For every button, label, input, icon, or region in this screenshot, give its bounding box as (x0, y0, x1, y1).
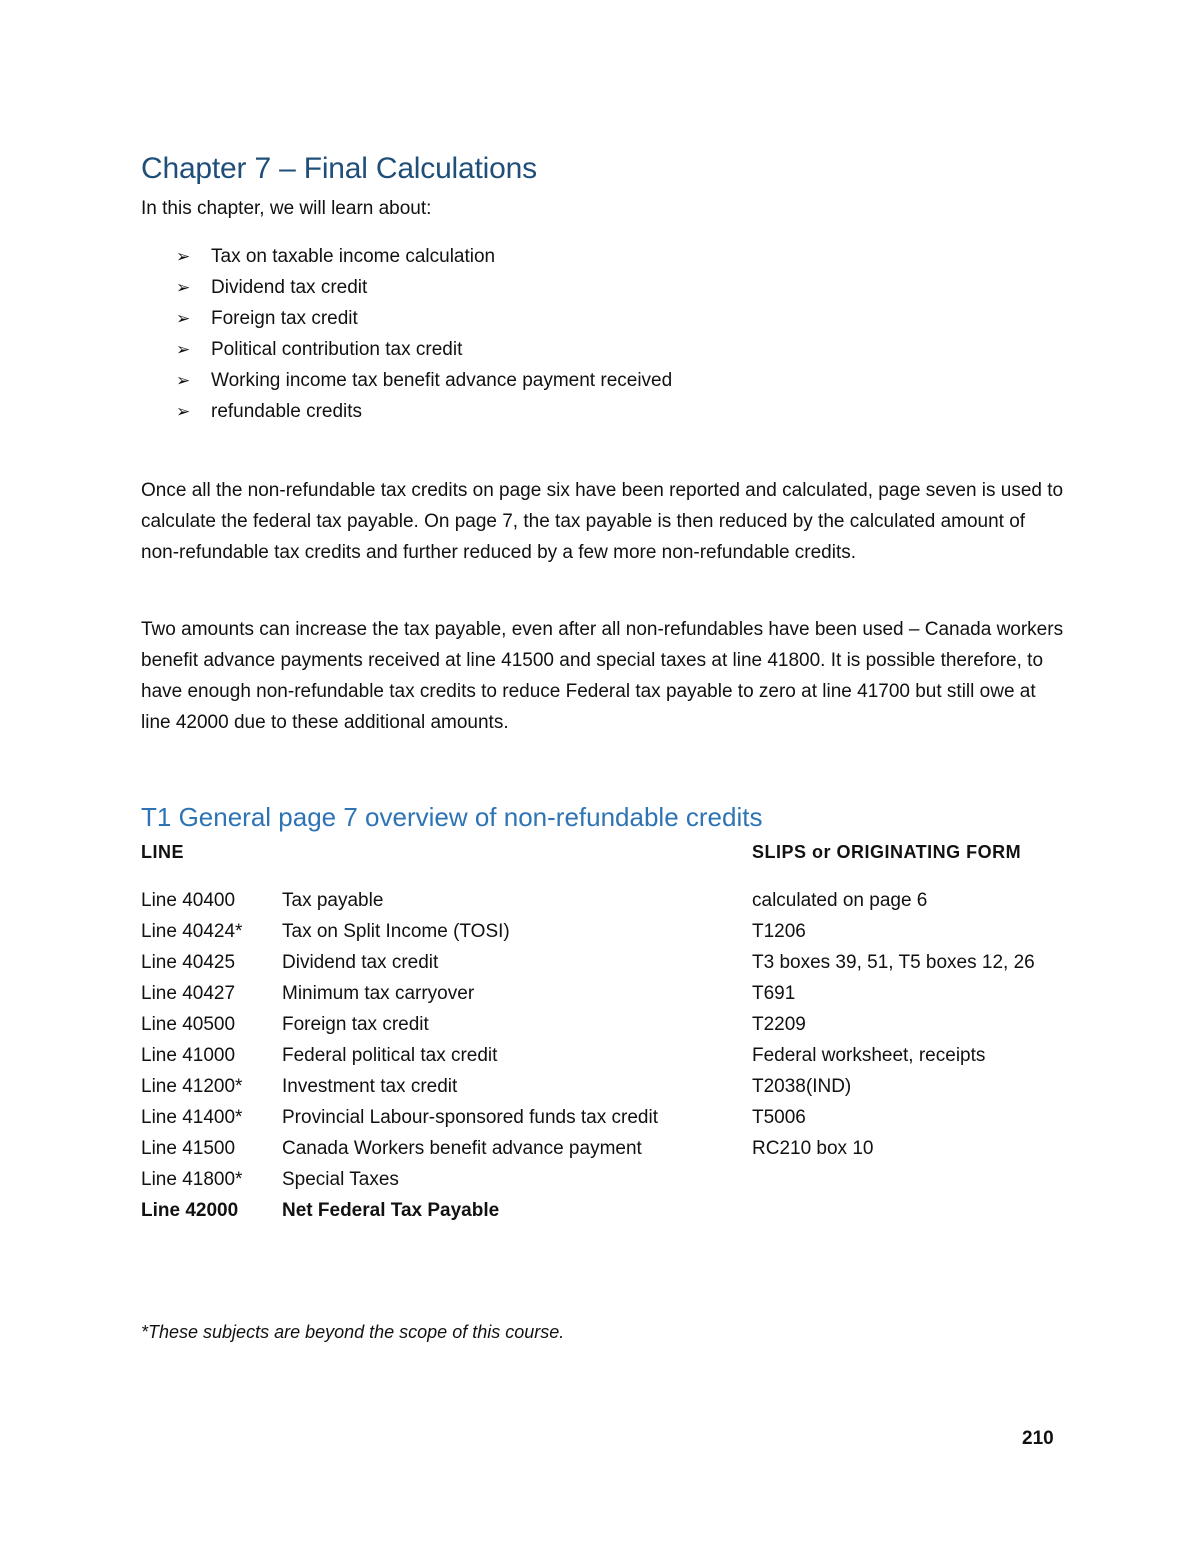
list-item (176, 367, 672, 398)
column-header-line: LINE (141, 842, 185, 862)
table-row (141, 917, 1071, 948)
line-description: Canada Workers benefit advance payment (282, 1138, 642, 1159)
paragraph-increase-tax: Two amounts can increase the tax payable, even after all non-refundables have been used – Canada workers benefit advance payments received at line 41500 and special taxes at line 41800. It is possible therefore, to have enough non-refundable tax credits to reduce Federal tax payable to zero at line 41700 but still owe at line 42000 due to these additional amounts. (141, 619, 1064, 733)
line-description: Net Federal Tax Payable (282, 1200, 500, 1221)
table-row (141, 1010, 1071, 1041)
line-number: Line 40400 (141, 890, 236, 911)
list-item (176, 274, 672, 305)
table-row (141, 1165, 1071, 1196)
list-item-text: Political contribution tax credit (211, 339, 463, 360)
line-description: Federal political tax credit (282, 1045, 498, 1066)
arrow-bullet-icon: ➢ (176, 340, 191, 359)
arrow-bullet-icon: ➢ (176, 309, 191, 328)
line-number: Line 41200* (141, 1076, 243, 1097)
chapter-intro: In this chapter, we will learn about: (141, 198, 432, 219)
originating-form: T5006 (752, 1107, 806, 1128)
table-row-total (141, 1196, 1071, 1227)
chapter-title: Chapter 7 – Final Calculations (141, 152, 537, 185)
section-title: T1 General page 7 overview of non-refundable credits (141, 802, 763, 832)
list-item-text: Working income tax benefit advance payment received (211, 370, 673, 391)
line-number: Line 40427 (141, 983, 236, 1004)
originating-form: calculated on page 6 (752, 890, 928, 911)
originating-form: RC210 box 10 (752, 1138, 874, 1159)
line-number: Line 41800* (141, 1169, 243, 1190)
list-item-text: refundable credits (211, 401, 363, 422)
line-number: Line 41400* (141, 1107, 243, 1128)
line-number: Line 41000 (141, 1045, 236, 1066)
originating-form: T3 boxes 39, 51, T5 boxes 12, 26 (752, 952, 1035, 973)
footnote: *These subjects are beyond the scope of this course. (141, 1322, 565, 1342)
credits-table (141, 886, 1071, 1227)
line-description: Special Taxes (282, 1169, 399, 1190)
originating-form: T1206 (752, 921, 806, 942)
table-row (141, 1041, 1071, 1072)
learning-topics-list (176, 243, 672, 429)
page-number: 210 (1022, 1428, 1054, 1449)
table-row (141, 1072, 1071, 1103)
table-row (141, 1103, 1071, 1134)
line-number: Line 40424* (141, 921, 243, 942)
line-number: Line 40500 (141, 1014, 236, 1035)
arrow-bullet-icon: ➢ (176, 247, 191, 266)
arrow-bullet-icon: ➢ (176, 371, 191, 390)
originating-form: Federal worksheet, receipts (752, 1045, 986, 1066)
arrow-bullet-icon: ➢ (176, 402, 191, 421)
table-row (141, 1134, 1071, 1165)
table-row (141, 948, 1071, 979)
table-row (141, 979, 1071, 1010)
line-number: Line 40425 (141, 952, 236, 973)
originating-form: T691 (752, 983, 796, 1004)
list-item (176, 398, 672, 429)
list-item (176, 336, 672, 367)
line-description: Investment tax credit (282, 1076, 458, 1097)
table-row (141, 886, 1071, 917)
list-item-text: Dividend tax credit (211, 277, 368, 298)
list-item (176, 305, 672, 336)
line-description: Tax on Split Income (TOSI) (282, 921, 510, 942)
list-item-text: Foreign tax credit (211, 308, 358, 329)
list-item-text: Tax on taxable income calculation (211, 246, 496, 267)
line-description: Dividend tax credit (282, 952, 439, 973)
arrow-bullet-icon: ➢ (176, 278, 191, 297)
paragraph-page-seven: Once all the non-refundable tax credits on page six have been reported and calculated, page seven is used to calculate the federal tax payable. On page 7, the tax payable is then reduced by the calculated amount of non-refundable tax credits and further reduced by a few more non-refundable credits. (141, 480, 1064, 563)
column-header-slips: SLIPS or ORIGINATING FORM (752, 842, 1022, 862)
originating-form: T2209 (752, 1014, 806, 1035)
list-item (176, 243, 672, 274)
line-description: Minimum tax carryover (282, 983, 475, 1004)
line-description: Foreign tax credit (282, 1014, 429, 1035)
originating-form: T2038(IND) (752, 1076, 852, 1097)
line-number: Line 42000 (141, 1200, 239, 1221)
line-number: Line 41500 (141, 1138, 236, 1159)
line-description: Tax payable (282, 890, 384, 911)
line-description: Provincial Labour-sponsored funds tax credit (282, 1107, 658, 1128)
